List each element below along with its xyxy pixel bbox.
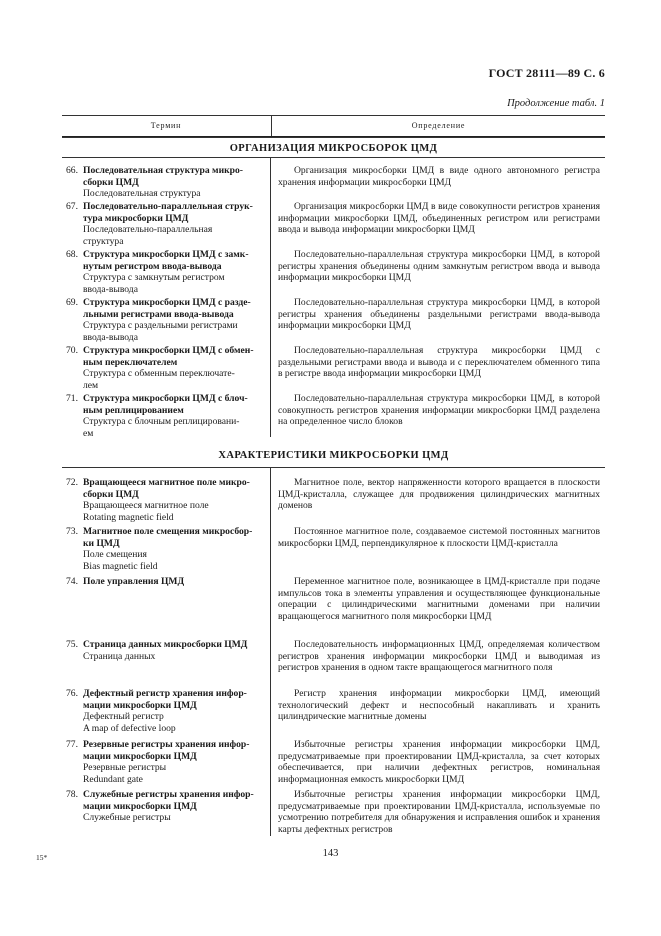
term-synonym-line: A map of defective loop	[83, 723, 176, 735]
term-entry	[62, 789, 267, 824]
term-synonym-line: Структура с блочным реплицировани-	[83, 416, 240, 428]
term-entry	[62, 201, 267, 248]
footnote-mark: 15*	[36, 853, 48, 862]
term-title-line: льными регистрами ввода-вывода	[83, 308, 234, 320]
term-title-line: Служебные регистры хранения инфор-	[83, 789, 254, 800]
entry-number: 68.	[66, 249, 78, 260]
entry-number: 66.	[66, 165, 78, 176]
column-header-definition: Определение	[411, 121, 466, 130]
entry-number: 67.	[66, 201, 78, 212]
term-synonym-line: Дефектный регистр	[83, 711, 164, 723]
term-synonym-line: ввода-вывода	[83, 332, 138, 344]
term-synonym-line: Rotating magnetic field	[83, 512, 174, 524]
definition-text: Избыточные регистры хранения информации микросборки ЦМД, предусматриваемые при проектировании ЦМД-кристалла, за счет которых обеспечивается, при наличии дефектных регистров, номинальная информационная емкость микросборки ЦМД	[278, 739, 600, 786]
entry-number: 77.	[66, 739, 78, 750]
term-title-line: тура микросборки ЦМД	[83, 212, 189, 224]
term-synonym-line: Последовательная структура	[83, 188, 201, 200]
term-synonym-line: структура	[83, 236, 124, 248]
term-synonym-line: Bias magnetic field	[83, 561, 158, 573]
section-rule	[62, 137, 605, 138]
term-entry	[62, 739, 267, 786]
entry-number: 73.	[66, 526, 78, 537]
term-title-line: Структура микросборки ЦМД с замк-	[83, 249, 249, 260]
term-entry	[62, 688, 267, 735]
definition-text: Магнитное поле, вектор напряженности которого вращается в плоскости ЦМД-кристалла, служащее для продвижения цилиндрических магнитных доменов	[278, 477, 600, 512]
term-title-line: нутым регистром ввода-вывода	[83, 260, 222, 272]
term-title-line: мации микросборки ЦМД	[83, 800, 197, 812]
term-title-line: ки ЦМД	[83, 537, 120, 549]
term-synonym-line: лем	[83, 380, 99, 392]
definition-text: Последовательность информационных ЦМД, определяемая количеством регистров хранения информации микросборки ЦМД и выводимая из регистров хранения в одном такте вращающегося магнитного поля	[278, 639, 600, 674]
term-title-line: Последовательно-параллельная струк-	[83, 201, 253, 212]
definition-text: Последовательно-параллельная структура микросборки ЦМД, в которой совокупность регистров хранения информации микросборки ЦМД разделена на определенное число блоков	[278, 393, 600, 428]
definition-text: Переменное магнитное поле, возникающее в ЦМД-кристалле при подаче импульсов тока в элементы управления и осуществляющее функциональные операции с цилиндрическими магнитными доменами при наличии вращающегося магнитного поля микросборки ЦМД	[278, 576, 600, 623]
term-entry	[62, 345, 267, 392]
section-rule	[62, 157, 605, 158]
term-title-line: ным реплицированием	[83, 404, 184, 416]
term-synonym-line: Последовательно-параллельная	[83, 224, 213, 236]
table-continuation-note: Продолжение табл. 1	[507, 98, 605, 109]
term-title-line: Вращающееся магнитное поле микро-	[83, 477, 250, 488]
term-entry	[62, 249, 267, 296]
term-synonym-line: Вращающееся магнитное поле	[83, 500, 209, 512]
term-synonym-line: Структура с обменным переключате-	[83, 368, 235, 380]
term-synonym-line: Redundant gate	[83, 774, 143, 786]
term-title-line: Структура микросборки ЦМД с разде-	[83, 297, 251, 308]
term-title-line: Страница данных микросборки ЦМД	[83, 639, 248, 650]
term-title-line: сборки ЦМД	[83, 488, 139, 500]
definition-text: Последовательно-параллельная структура микросборки ЦМД, в которой регистры хранения объединены одним замкнутым регистром ввода и вывода информации микросборки ЦМД	[278, 249, 600, 284]
term-entry	[62, 639, 267, 662]
entry-number: 69.	[66, 297, 78, 308]
term-title-line: мации микросборки ЦМД	[83, 699, 197, 711]
term-title-line: Дефектный регистр хранения инфор-	[83, 688, 247, 699]
term-title-line: Структура микросборки ЦМД с обмен-	[83, 345, 254, 356]
definition-text: Регистр хранения информации микросборки ЦМД, имеющий технологический дефект и неспособный накапливать и хранить цилиндрические магнитные домены	[278, 688, 600, 723]
column-header-term: Термин	[150, 121, 182, 130]
entry-number: 72.	[66, 477, 78, 488]
term-entry	[62, 393, 267, 440]
term-entry	[62, 297, 267, 344]
column-divider	[270, 467, 271, 836]
term-synonym-line: Поле смещения	[83, 549, 147, 561]
term-entry	[62, 477, 267, 524]
term-title-line: мации микросборки ЦМД	[83, 750, 197, 762]
term-title-line: ным переключателем	[83, 356, 178, 368]
term-title-line: Структура микросборки ЦМД с блоч-	[83, 393, 248, 404]
term-entry	[62, 165, 267, 200]
definition-text: Постоянное магнитное поле, создаваемое системой постоянных магнитов микросборки ЦМД, перпендикулярное к плоскости ЦМД-кристалла	[278, 526, 600, 549]
entry-number: 70.	[66, 345, 78, 356]
term-synonym-line: Структура с раздельными регистрами	[83, 320, 238, 332]
section-title: ОРГАНИЗАЦИЯ МИКРОСБОРОК ЦМД	[229, 143, 438, 154]
term-synonym-line: Структура с замкнутым регистром	[83, 272, 225, 284]
document-header: ГОСТ 28111—89 С. 6	[488, 66, 605, 80]
definition-text: Последовательно-параллельная структура микросборки ЦМД с раздельными регистрами ввода и вывода и с переключателем обменного типа в регистре ввода информации микросборки ЦМД	[278, 345, 600, 380]
term-entry	[62, 576, 267, 588]
entry-number: 76.	[66, 688, 78, 699]
term-title-line: Последовательная структура микро-	[83, 165, 243, 176]
entry-number: 78.	[66, 789, 78, 800]
term-entry	[62, 526, 267, 573]
column-divider	[270, 157, 271, 437]
term-title-line: Поле управления ЦМД	[83, 576, 185, 587]
term-title-line: Резервные регистры хранения инфор-	[83, 739, 250, 750]
term-title-line: сборки ЦМД	[83, 176, 139, 188]
table-header	[62, 115, 605, 137]
term-synonym-line: ввода-вывода	[83, 284, 138, 296]
term-synonym-line: Резервные регистры	[83, 762, 167, 774]
term-title-line: Магнитное поле смещения микросбор-	[83, 526, 253, 537]
entry-number: 71.	[66, 393, 78, 404]
definition-text: Избыточные регистры хранения информации микросборки ЦМД, предусматриваемые при проектировании ЦМД-кристалла, используемые по усмотрению потребителя для обнаружения и исправления ошибок и хранения карты дефектных регистров	[278, 789, 600, 836]
page-number: 143	[322, 848, 339, 859]
entry-number: 75.	[66, 639, 78, 650]
definition-text: Организация микросборки ЦМД в виде совокупности регистров хранения информации микросборки ЦМД, объединенных регистром или регистрами ввода и вывода информации микросборки ЦМД	[278, 201, 600, 236]
section-rule	[62, 467, 605, 468]
definition-text: Последовательно-параллельная структура микросборки ЦМД, в которой регистры хранения объединены раздельными регистрами ввода-вывода информации микросборки ЦМД	[278, 297, 600, 332]
term-synonym-line: ем	[83, 428, 94, 440]
section-title: ХАРАКТЕРИСТИКИ МИКРОСБОРКИ ЦМД	[218, 450, 449, 461]
definition-text: Организация микросборки ЦМД в виде одного автономного регистра хранения информации микросборки ЦМД	[278, 165, 600, 188]
term-synonym-line: Страница данных	[83, 650, 156, 662]
term-synonym-line: Служебные регистры	[83, 812, 171, 824]
entry-number: 74.	[66, 576, 78, 587]
